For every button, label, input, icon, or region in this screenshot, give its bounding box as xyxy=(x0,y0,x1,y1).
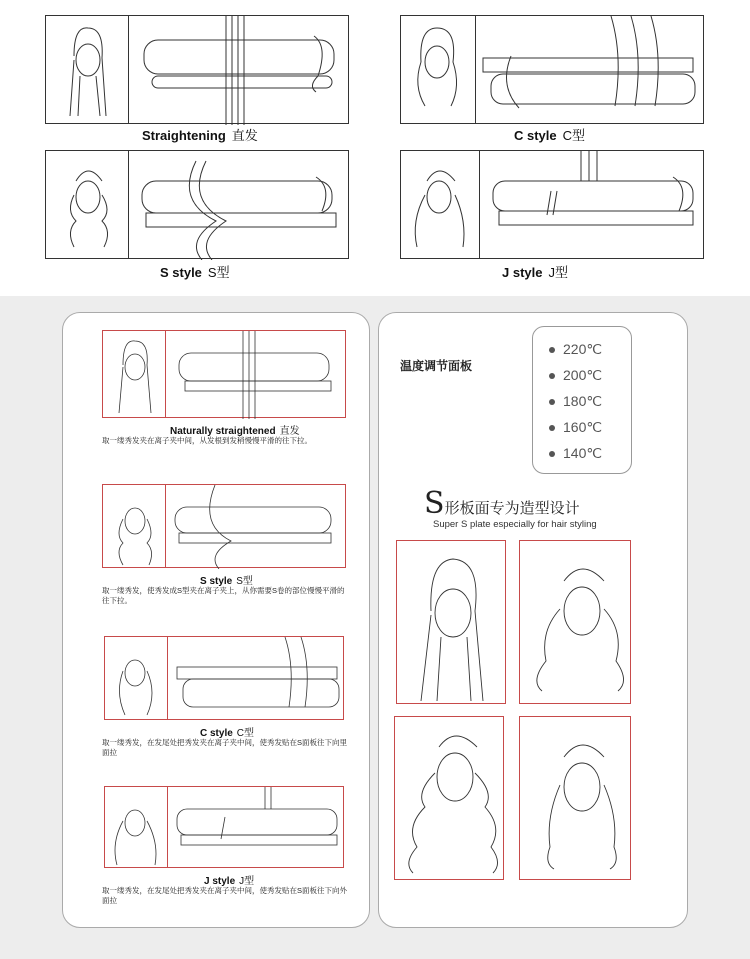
temp-row xyxy=(549,341,602,358)
caption-cn: J型 xyxy=(548,265,568,280)
indicator-dot xyxy=(549,347,555,353)
straightening-panel xyxy=(45,15,349,124)
caption-cn: S型 xyxy=(236,576,253,587)
caption-en: Naturally straightened xyxy=(170,426,276,437)
step-s-box xyxy=(102,484,346,568)
temp-value: 160℃ xyxy=(563,419,603,435)
portrait-curled-drawing xyxy=(520,541,632,705)
indicator-dot xyxy=(549,373,555,379)
c-style-panel xyxy=(400,15,704,124)
s-title-cn: 形板面专为造型设计 xyxy=(444,499,580,517)
caption-s-style-2 xyxy=(200,572,253,587)
step-c-box xyxy=(104,636,344,720)
s-plate-title xyxy=(424,486,580,521)
caption-cn: S型 xyxy=(207,265,230,280)
s-style-panel xyxy=(45,150,349,259)
caption-cn: C型 xyxy=(562,128,586,143)
caption-cn: 直发 xyxy=(231,128,258,143)
temp-panel-title: 温度调节面板 xyxy=(400,359,473,373)
temp-value: 220℃ xyxy=(563,341,603,357)
caption-en: J style xyxy=(204,876,236,887)
portrait-straight-drawing xyxy=(397,541,507,705)
indicator-dot xyxy=(549,451,555,457)
caption-cn: J型 xyxy=(239,876,255,887)
portrait-wavy xyxy=(394,716,504,880)
portrait-wavy-drawing xyxy=(395,717,505,881)
portrait-straight xyxy=(396,540,506,704)
step-j-box xyxy=(104,786,344,868)
portrait-curled xyxy=(519,540,631,704)
temp-row xyxy=(549,393,602,410)
temp-row xyxy=(549,367,602,384)
s-style-illustration xyxy=(46,151,350,260)
caption-c-style-2 xyxy=(200,724,254,739)
step-straight-desc: 取一缕秀发夹在离子夹中间，从发根到发稍慢慢平滑的往下拉。 xyxy=(102,436,312,445)
step-straight-illustration xyxy=(103,331,347,419)
caption-en: Straightening xyxy=(142,128,226,143)
portrait-bob xyxy=(519,716,631,880)
portrait-bob-drawing xyxy=(520,717,632,881)
temp-row xyxy=(549,445,602,462)
caption-en: C style xyxy=(514,128,557,143)
step-j-desc: 取一缕秀发，在发尾处把秀发夹在离子夹中间，使秀发贴在S面板往下向外面拉 xyxy=(102,886,348,905)
caption-c-style xyxy=(514,125,585,144)
caption-en: S style xyxy=(160,265,202,280)
step-straight-box xyxy=(102,330,346,418)
j-style-illustration xyxy=(401,151,705,260)
straightening-illustration xyxy=(46,16,350,125)
step-c-desc: 取一缕秀发，在发尾处把秀发夹在离子夹中间，使秀发贴在S面板往下向里面拉 xyxy=(102,738,348,757)
caption-straightening xyxy=(142,125,258,144)
c-style-illustration xyxy=(401,16,705,125)
caption-naturally-straightened xyxy=(170,422,300,437)
caption-en: J style xyxy=(502,265,543,280)
temp-value: 140℃ xyxy=(563,445,603,461)
temp-panel xyxy=(532,326,632,474)
caption-en: S style xyxy=(200,576,233,587)
temp-value: 180℃ xyxy=(563,393,603,409)
indicator-dot xyxy=(549,399,555,405)
temp-value: 200℃ xyxy=(563,367,603,383)
step-j-illustration xyxy=(105,787,345,869)
j-style-panel xyxy=(400,150,704,259)
step-s-illustration xyxy=(103,485,347,569)
step-s-desc: 取一缕秀发，使秀发成S型夹在离子夹上，从你需要S卷的部位慢慢平滑的往下拉。 xyxy=(102,586,345,605)
caption-j-style xyxy=(502,262,568,281)
s-plate-subtitle: Super S plate especially for hair styling xyxy=(433,519,597,530)
caption-s-style xyxy=(160,262,230,281)
indicator-dot xyxy=(549,425,555,431)
caption-j-style-2 xyxy=(204,872,254,887)
caption-cn: 直发 xyxy=(279,426,300,437)
step-c-illustration xyxy=(105,637,345,721)
s-title-letter: S xyxy=(424,486,445,521)
temp-row xyxy=(549,419,602,436)
caption-en: C style xyxy=(200,728,233,739)
caption-cn: C型 xyxy=(236,728,255,739)
